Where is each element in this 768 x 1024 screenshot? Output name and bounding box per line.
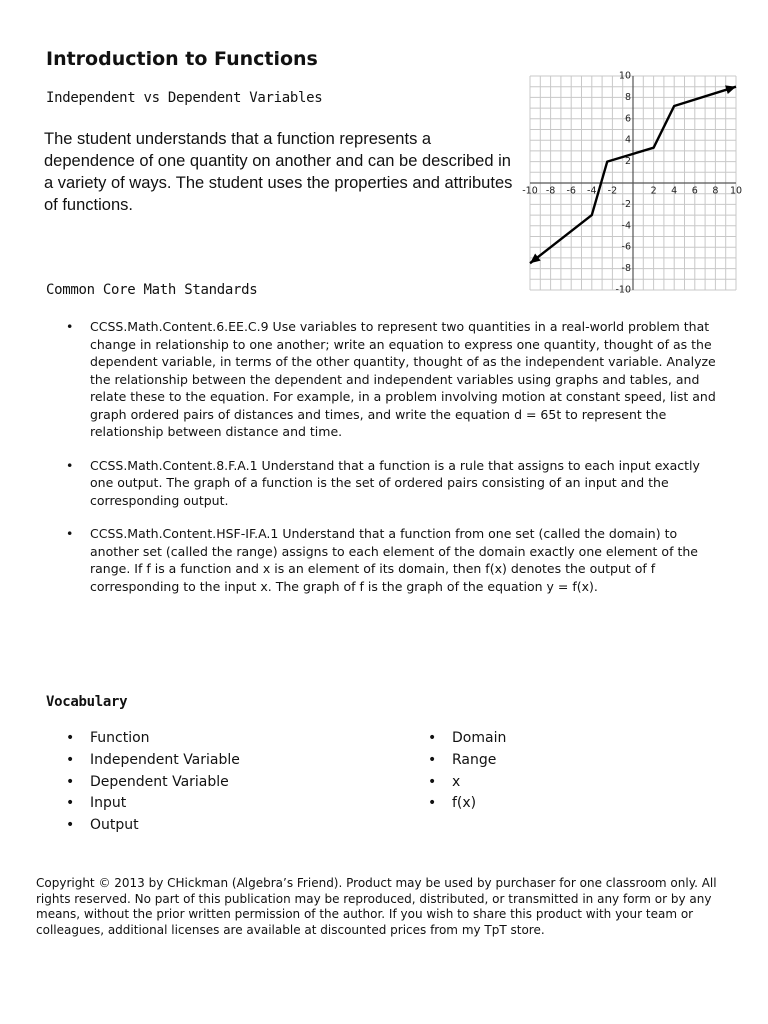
- standard-item: • CCSS.Math.Content.HSF-IF.A.1 Understand that a function from one set (called the domain) to another set (called the range) assigns to each element of the domain exactly one element of the range. If f is a function and x is an element of its domain, then f(x) denotes the output of f corresponding to the input x. The graph of f is the graph of the equation y = f(x).: [66, 525, 726, 595]
- standards-heading: Common Core Math Standards: [46, 282, 258, 298]
- vocabulary-list-right: [428, 728, 506, 815]
- y-tick-label: -4: [621, 220, 631, 232]
- x-tick-label: 6: [691, 185, 698, 197]
- standard-item: • CCSS.Math.Content.8.F.A.1 Understand that a function is a rule that assigns to each input exactly one output. The graph of a function is the set of ordered pairs consisting of an input and the corresponding output.: [66, 457, 726, 510]
- x-tick-label: -6: [566, 185, 576, 197]
- x-tick-label: 2: [650, 185, 657, 197]
- y-tick-label: -6: [621, 241, 631, 253]
- x-tick-label: 4: [671, 185, 678, 197]
- y-tick-label: -8: [621, 263, 631, 275]
- y-tick-label: 10: [618, 70, 631, 82]
- copyright-notice: Copyright © 2013 by CHickman (Algebra’s Friend). Product may be used by purchaser for one classroom only. All rights reserved. No part of this publication may be reproduced, distributed, or transmitted in any form or by any means, without the prior written permission of the author. If you wish to share this product with your team or colleagues, additional licenses are available at discounted prices from my TpT store.: [36, 876, 717, 937]
- vocabulary-item: • x: [428, 772, 506, 794]
- page-title: Introduction to Functions: [46, 48, 318, 70]
- y-tick-label: -2: [621, 198, 631, 210]
- y-tick-label: 6: [624, 113, 631, 125]
- x-tick-label: -2: [607, 185, 618, 197]
- x-tick-label: 8: [712, 185, 719, 197]
- arrowhead: [725, 85, 736, 94]
- y-tick-label: 8: [624, 91, 631, 103]
- vocabulary-list-left: [66, 728, 240, 837]
- function-graph: [518, 62, 746, 302]
- intro-paragraph: The student understands that a function represents a dependence of one quantity on another and can be described in a variety of ways. The student uses the properties and attributes of functions.: [44, 130, 513, 214]
- vocabulary-item: • Domain: [428, 728, 506, 750]
- x-tick-label: -8: [545, 185, 556, 197]
- vocabulary-item: • Dependent Variable: [66, 772, 240, 794]
- page-subtitle: Independent vs Dependent Variables: [46, 90, 323, 106]
- y-tick-label: 4: [624, 134, 631, 146]
- vocabulary-item: • Input: [66, 793, 240, 815]
- x-tick-label: -10: [522, 185, 538, 197]
- vocabulary-item: • Range: [428, 750, 506, 772]
- x-tick-label: 10: [729, 185, 743, 197]
- vocabulary-item: • Output: [66, 815, 240, 837]
- y-tick-label: -10: [615, 284, 631, 296]
- vocabulary-item: • Independent Variable: [66, 750, 240, 772]
- standard-item: • CCSS.Math.Content.6.EE.C.9 Use variables to represent two quantities in a real-world problem that change in relationship to one another; write an equation to express one quantity, thought of as the dependent variable, in terms of the other quantity, thought of as the independent variable. Analyze the relationship between the dependent and independent variables using graphs and tables, and relate these to the equation. For example, in a problem involving motion at constant speed, list and graph ordered pairs of distances and times, and write the equation d = 65t to represent the relationship between distance and time.: [66, 318, 726, 441]
- standards-list: [66, 318, 726, 611]
- y-tick-label: 2: [624, 156, 631, 168]
- vocabulary-item: • f(x): [428, 793, 506, 815]
- vocabulary-heading: Vocabulary: [46, 694, 128, 710]
- x-tick-label: -4: [587, 185, 597, 197]
- vocabulary-item: • Function: [66, 728, 240, 750]
